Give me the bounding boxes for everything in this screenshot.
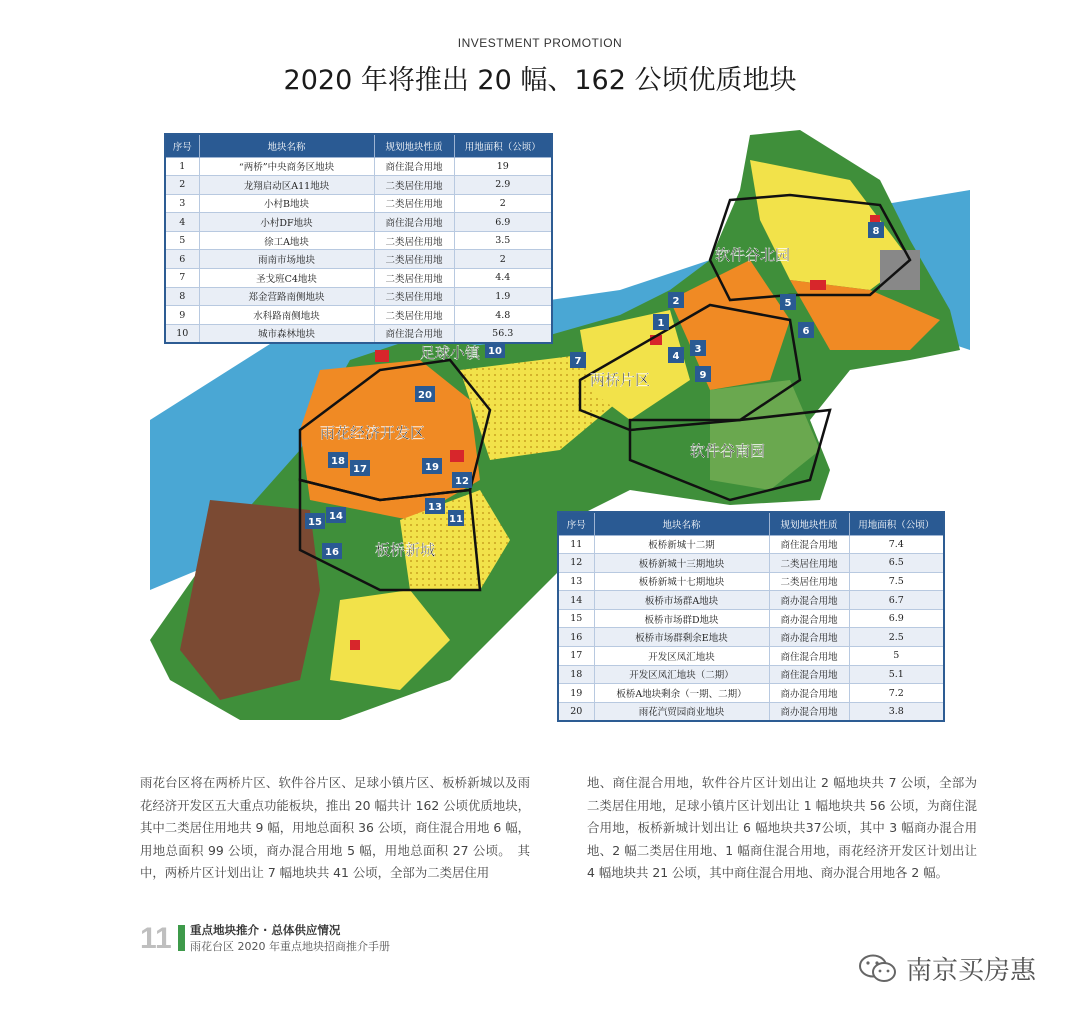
cell: 17 bbox=[558, 647, 594, 666]
cell: 雨花汽贸园商业地块 bbox=[594, 702, 769, 721]
plot-marker-6 bbox=[798, 322, 814, 338]
plot-marker-2 bbox=[668, 292, 684, 308]
table-row bbox=[558, 554, 944, 573]
cell: 11 bbox=[558, 535, 594, 554]
table-row bbox=[165, 306, 552, 325]
col-land-use: 规划地块性质 bbox=[374, 134, 454, 157]
watermark bbox=[858, 950, 1036, 987]
cell: 板桥新城十二期 bbox=[594, 535, 769, 554]
cell: 板桥A地块剩余（一期、二期） bbox=[594, 684, 769, 703]
cell: 19 bbox=[454, 157, 552, 176]
cell: 2.9 bbox=[454, 176, 552, 195]
cell: 商住混合用地 bbox=[374, 157, 454, 176]
plot-marker-16 bbox=[322, 543, 342, 559]
plot-marker-11 bbox=[448, 510, 464, 526]
table-row bbox=[558, 591, 944, 610]
cell: 3.8 bbox=[849, 702, 944, 721]
svg-text:2: 2 bbox=[672, 296, 680, 307]
col-land-use: 规划地块性质 bbox=[769, 512, 849, 535]
svg-text:7: 7 bbox=[574, 356, 582, 367]
table-header-row bbox=[558, 512, 944, 535]
plot-marker-19 bbox=[422, 458, 442, 474]
svg-text:18: 18 bbox=[331, 456, 345, 467]
plot-marker-7 bbox=[570, 352, 586, 368]
svg-text:11: 11 bbox=[449, 514, 463, 525]
cell: 6.9 bbox=[849, 609, 944, 628]
cell: 商办混合用地 bbox=[769, 702, 849, 721]
cell: 商办混合用地 bbox=[769, 609, 849, 628]
col-area: 用地面积（公顷） bbox=[849, 512, 944, 535]
district-label-kaifaqu: 雨花经济开发区 bbox=[320, 424, 426, 442]
cell: 16 bbox=[558, 628, 594, 647]
wechat-icon bbox=[858, 953, 898, 985]
cell: 7.5 bbox=[849, 572, 944, 591]
footer-section: 重点地块推介 · 总体供应情况 bbox=[190, 923, 341, 937]
svg-text:10: 10 bbox=[488, 346, 502, 357]
cell: 7.4 bbox=[849, 535, 944, 554]
cell: 郑金营路南侧地块 bbox=[199, 287, 374, 306]
plot-marker-18 bbox=[328, 452, 348, 468]
table-row bbox=[165, 231, 552, 250]
table-row bbox=[165, 213, 552, 232]
cell: 13 bbox=[558, 572, 594, 591]
svg-text:3: 3 bbox=[694, 344, 702, 355]
table-row bbox=[165, 269, 552, 288]
plot-marker-10 bbox=[485, 342, 505, 358]
svg-text:1: 1 bbox=[657, 318, 665, 329]
cell: 二类居住用地 bbox=[374, 194, 454, 213]
plot-marker-3 bbox=[690, 340, 706, 356]
district-label-banqiao: 板桥新城 bbox=[375, 541, 436, 559]
cell: 2 bbox=[454, 194, 552, 213]
cell: 板桥市场群A地块 bbox=[594, 591, 769, 610]
cell: 板桥市场群D地块 bbox=[594, 609, 769, 628]
svg-text:12: 12 bbox=[455, 476, 469, 487]
cell: 15 bbox=[558, 609, 594, 628]
svg-text:4: 4 bbox=[672, 351, 680, 362]
cell: 6.7 bbox=[849, 591, 944, 610]
cell: 商办混合用地 bbox=[769, 684, 849, 703]
cell: 徐工A地块 bbox=[199, 231, 374, 250]
col-plot-name: 地块名称 bbox=[199, 134, 374, 157]
cell: 小村DF地块 bbox=[199, 213, 374, 232]
table-row bbox=[558, 665, 944, 684]
cell: 56.3 bbox=[454, 324, 552, 343]
table-row bbox=[165, 194, 552, 213]
svg-text:15: 15 bbox=[308, 517, 322, 528]
table-row bbox=[558, 572, 944, 591]
plot-marker-20 bbox=[415, 386, 435, 402]
cell: 水科路南侧地块 bbox=[199, 306, 374, 325]
svg-text:13: 13 bbox=[428, 502, 442, 513]
plot-marker-5 bbox=[780, 294, 796, 310]
svg-text:5: 5 bbox=[784, 298, 792, 309]
cell: 二类居住用地 bbox=[769, 572, 849, 591]
table-row bbox=[165, 324, 552, 343]
cell: 开发区凤汇地块（二期） bbox=[594, 665, 769, 684]
col-index: 序号 bbox=[165, 134, 199, 157]
table-header-row bbox=[165, 134, 552, 157]
plot-marker-4 bbox=[668, 347, 684, 363]
cell: “两桥”中央商务区地块 bbox=[199, 157, 374, 176]
cell: 商住混合用地 bbox=[374, 324, 454, 343]
plot-marker-14 bbox=[326, 507, 346, 523]
cell: 城市森林地块 bbox=[199, 324, 374, 343]
plot-marker-13 bbox=[425, 498, 445, 514]
district-label-liangqiao: 两桥片区 bbox=[590, 371, 651, 389]
plot-marker-15 bbox=[305, 513, 325, 529]
cell: 5 bbox=[165, 231, 199, 250]
cell: 6.9 bbox=[454, 213, 552, 232]
footer-subtitle: 雨花台区 2020 年重点地块招商推介手册 bbox=[190, 940, 390, 953]
cell: 商住混合用地 bbox=[769, 647, 849, 666]
cell: 商住混合用地 bbox=[769, 535, 849, 554]
plot-marker-8 bbox=[868, 222, 884, 238]
plot-marker-12 bbox=[452, 472, 472, 488]
cell: 14 bbox=[558, 591, 594, 610]
land-table-1-10 bbox=[164, 133, 553, 344]
cell: 2 bbox=[454, 250, 552, 269]
svg-text:17: 17 bbox=[353, 464, 367, 475]
svg-text:19: 19 bbox=[425, 462, 439, 473]
plot-marker-1 bbox=[653, 314, 669, 330]
cell: 商住混合用地 bbox=[769, 665, 849, 684]
cell: 商办混合用地 bbox=[769, 628, 849, 647]
district-label-football-town: 足球小镇 bbox=[420, 344, 481, 362]
svg-text:20: 20 bbox=[418, 390, 432, 401]
cell: 板桥新城十三期地块 bbox=[594, 554, 769, 573]
cell: 18 bbox=[558, 665, 594, 684]
cell: 2.5 bbox=[849, 628, 944, 647]
table-row bbox=[165, 250, 552, 269]
col-area: 用地面积（公顷） bbox=[454, 134, 552, 157]
cell: 3 bbox=[165, 194, 199, 213]
cell: 3.5 bbox=[454, 231, 552, 250]
cell: 开发区凤汇地块 bbox=[594, 647, 769, 666]
svg-text:6: 6 bbox=[802, 326, 810, 337]
plot-marker-17 bbox=[350, 460, 370, 476]
cell: 二类居住用地 bbox=[374, 269, 454, 288]
cell: 4 bbox=[165, 213, 199, 232]
cell: 二类居住用地 bbox=[374, 250, 454, 269]
cell: 板桥市场群剩余E地块 bbox=[594, 628, 769, 647]
cell: 2 bbox=[165, 176, 199, 195]
col-plot-name: 地块名称 bbox=[594, 512, 769, 535]
cell: 商住混合用地 bbox=[374, 213, 454, 232]
cell: 1 bbox=[165, 157, 199, 176]
footer-accent-bar bbox=[178, 925, 185, 951]
cell: 9 bbox=[165, 306, 199, 325]
cell: 二类居住用地 bbox=[374, 231, 454, 250]
cell: 20 bbox=[558, 702, 594, 721]
cell: 1.9 bbox=[454, 287, 552, 306]
table-row bbox=[558, 684, 944, 703]
cell: 二类居住用地 bbox=[374, 287, 454, 306]
page-number: 11 bbox=[140, 922, 172, 955]
table-row bbox=[165, 287, 552, 306]
cell: 板桥新城十七期地块 bbox=[594, 572, 769, 591]
cell: 二类居住用地 bbox=[769, 554, 849, 573]
land-table-11-20 bbox=[557, 511, 945, 722]
cell: 4.4 bbox=[454, 269, 552, 288]
cell: 小村B地块 bbox=[199, 194, 374, 213]
cell: 4.8 bbox=[454, 306, 552, 325]
district-label-software-south: 软件谷南园 bbox=[690, 442, 766, 460]
svg-text:9: 9 bbox=[699, 370, 707, 381]
cell: 6 bbox=[165, 250, 199, 269]
cell: 6.5 bbox=[849, 554, 944, 573]
cell: 龙翔启动区A11地块 bbox=[199, 176, 374, 195]
table-row bbox=[558, 647, 944, 666]
district-label-software-north: 软件谷北园 bbox=[715, 246, 791, 264]
cell: 圣戈班C4地块 bbox=[199, 269, 374, 288]
table-row bbox=[558, 609, 944, 628]
cell: 雨南市场地块 bbox=[199, 250, 374, 269]
body-text-right: 地、商住混合用地，软件谷片区计划出让 2 幅地块共 7 公顷，全部为二类居住用地，足球小镇片区计划出让 1 幅地块共 56 公顷，为商住混合用地，板桥新城计划出让 6 幅地块共37公顷，其中 3 幅商办混合用地、2 幅二类居住用地、1 幅商住混合用地，雨花经济开发区计划出让 4 幅地块共 21 公顷，其中商住混合用地、商办混合用地各 2 幅。 bbox=[587, 775, 977, 881]
col-index: 序号 bbox=[558, 512, 594, 535]
cell: 5.1 bbox=[849, 665, 944, 684]
cell: 19 bbox=[558, 684, 594, 703]
table-row bbox=[558, 628, 944, 647]
svg-text:16: 16 bbox=[325, 547, 339, 558]
table-row bbox=[165, 176, 552, 195]
cell: 7 bbox=[165, 269, 199, 288]
cell: 5 bbox=[849, 647, 944, 666]
plot-marker-9 bbox=[695, 366, 711, 382]
kicker: INVESTMENT PROMOTION bbox=[457, 36, 623, 50]
cell: 12 bbox=[558, 554, 594, 573]
page-title: 2020 年将推出 20 幅、162 公顷优质地块 bbox=[283, 65, 797, 96]
svg-text:8: 8 bbox=[872, 226, 880, 237]
cell: 二类居住用地 bbox=[374, 176, 454, 195]
cell: 7.2 bbox=[849, 684, 944, 703]
cell: 二类居住用地 bbox=[374, 306, 454, 325]
cell: 商办混合用地 bbox=[769, 591, 849, 610]
table-row bbox=[558, 535, 944, 554]
body-text-left: 雨花台区将在两桥片区、软件谷片区、足球小镇片区、板桥新城以及雨花经济开发区五大重点功能板块，推出 20 幅共计 162 公顷优质地块，其中二类居住用地共 9 幅，用地总面积 36 公顷，商住混合用地 6 幅，用地总面积 99 公顷，商办混合用地 5 幅，用地总面积 27 公顷。 其中，两桥片区计划出让 7 幅地块共 41 公顷，全部为二类居住用 bbox=[140, 775, 530, 881]
watermark-text: 南京买房惠 bbox=[906, 956, 1037, 986]
cell: 8 bbox=[165, 287, 199, 306]
table-row bbox=[558, 702, 944, 721]
svg-text:14: 14 bbox=[329, 511, 343, 522]
table-row bbox=[165, 157, 552, 176]
cell: 10 bbox=[165, 324, 199, 343]
